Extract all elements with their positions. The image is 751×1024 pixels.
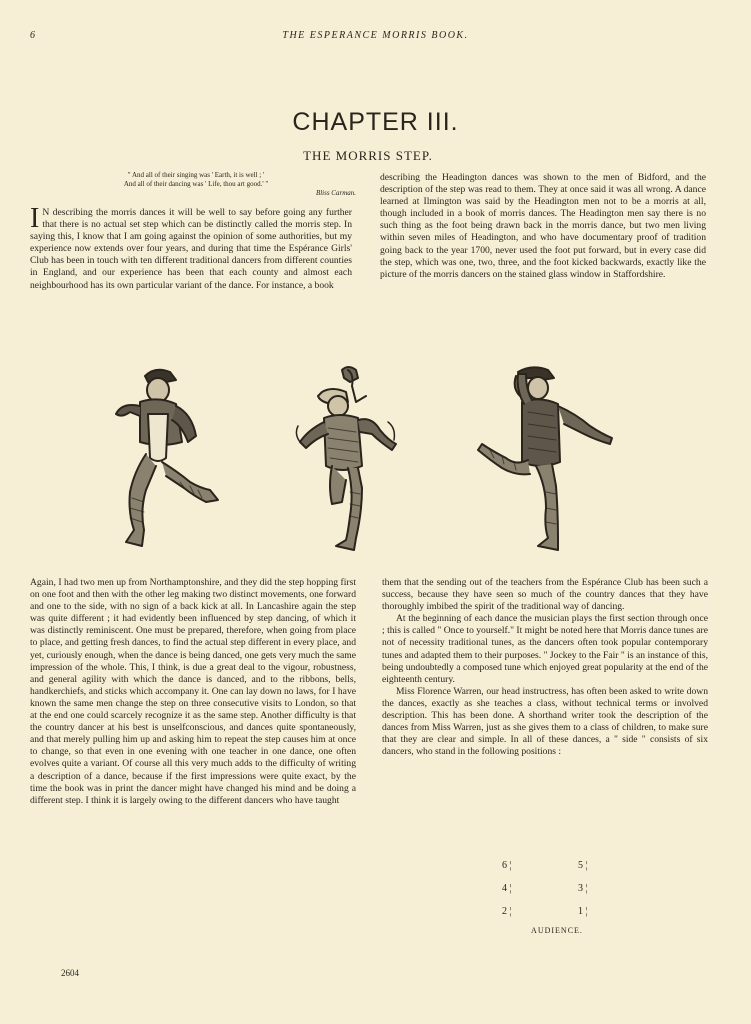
morris-dancer-1-figure [100, 362, 230, 554]
epigraph [28, 171, 364, 198]
paragraph: N describing the morris dances it will be well to say before going any further that there is no actual set step which can be distinctly called the morris step. In saying this, I know that I am going against the opinion of some authorities, but my experience now extends over four years, and during that time the Espérance Girls' Club has been in touch with ten different traditional dancers from different counties in England, and our experience has been that each county and almost each neighbourhood has its own particular variant of the dance. For instance, a book [30, 207, 352, 291]
morris-dancer-icon [292, 362, 404, 554]
book-title: THE ESPERANCE MORRIS BOOK. [282, 30, 469, 41]
position-label: 6 ¦ [502, 860, 512, 871]
text-column-2 [380, 172, 706, 281]
paragraph: Again, I had two men up from Northamptonshire, and they did the step hopping first on one foot and then with the other leg making two distinct movements, one forward and one to the side, with no sign of a back kick at all. In Lancashire again the step was quite different ; it had evidently been influenced by step dancing, of which it was distinctly reminiscent. One must be prepared, therefore, when going from place to place, and getting fresh dances, to find the actual step different in every place, and yet, curiously enough, when the dance is being danced, one gets very much the same impression of the whole. This, I think, is due a great deal to the vigour, robustness, and general agility with which the dance is danced, and to the ribbons, bells, handkerchiefs, and sticks which accompany it. One can lay down no laws, for I have known the same men change the step on three consecutive visits to London, so that at the end one could scarcely recognize it as the same step. Another difficulty is that the country dancer at his best is unselfconscious, and dances quite spontaneously, and that merely pulling him up and asking him to repeat the step causes him at once to change, so that even in one evening with one teacher in one dance, one often evolves quite a variant. Of course all this very much adds to the difficulty of writing a description of a dance, because if the first impressions were quite exact, by the time the book was in print the dancer might have changed his mind and be doing a different step. I think it is largely owing to the different dancers who have taught [30, 577, 356, 806]
position-row [490, 860, 630, 883]
drop-cap: I [30, 203, 40, 234]
position-label: 5 ¦ [578, 860, 588, 871]
text-column-4 [382, 577, 708, 758]
epigraph-line: " And all of their singing was ' Earth, it is well ; ' [127, 171, 265, 179]
paragraph: describing the Headington dances was shown to the men of Bidford, and the description of the step was read to them. They at once said it was all wrong. A dance learned at Ilmington was said by the Headington men not to be a morris at all, though included in a book of morris dances. The Headington men say there is no such thing as the foot being drawn back in the morris dance, but two men living within seven miles of Headington, and who have documentary proof of tradition going back to the year 1700, never used the foot put forward, but in every case did the step, which was one, two, three, and the foot kicked backwards, exactly like the picture of the morris dancers on the stained glass window in Staffordshire. [380, 172, 706, 280]
position-label: 1 ¦ [578, 906, 588, 917]
chapter-subtitle: THE MORRIS STEP. [303, 148, 433, 163]
chapter-title: CHAPTER III. [292, 108, 459, 136]
epigraph-attribution: Bliss Carman. [315, 189, 356, 197]
signature-mark: 2604 [61, 968, 79, 978]
dancer-positions [490, 860, 630, 929]
running-head [0, 30, 751, 44]
paragraph: them that the sending out of the teachers from the Espérance Club has been such a success, because they have seen so much of the country dances that they have thoroughly imbibed the spirit of the traditional way of dancing. [382, 577, 708, 613]
paragraph: At the beginning of each dance the musician plays the first section through once ; this is called " Once to yourself." It might be noted here that Morris dance tunes are not of necessity traditional tunes, as the dancers often took popular contemporary tunes and adapted them to their purposes. " Jockey to the Fair " is an instance of this, being undoubtedly a composed tune which enjoyed great popularity at the end of the eighteenth century. [382, 613, 708, 685]
epigraph-line: And all of their dancing was ' Life, thou art good.' " [123, 180, 269, 188]
morris-dancer-2-figure [292, 362, 404, 554]
position-row [490, 883, 630, 906]
morris-dancer-3-figure [472, 362, 620, 554]
page-number: 6 [30, 30, 35, 41]
text-column-3 [30, 577, 356, 807]
morris-dancer-icon [100, 362, 230, 554]
audience-label: AUDIENCE. [531, 926, 583, 935]
morris-dancer-icon [472, 362, 620, 554]
paragraph: Miss Florence Warren, our head instructress, has often been asked to write down the dances, exactly as she teaches a class, without technical terms or involved description. This has been done. A shorthand writer took the description of the dances from Miss Warren, just as she gives them to a class of children, to make sure that they are clear and simple. In all of these dances, a " side " consists of six dancers, who stand in the following positions : [382, 685, 708, 758]
text-column-1 [30, 203, 352, 292]
position-label: 2 ¦ [502, 906, 512, 917]
position-label: 4 ¦ [502, 883, 512, 894]
position-label: 3 ¦ [578, 883, 588, 894]
